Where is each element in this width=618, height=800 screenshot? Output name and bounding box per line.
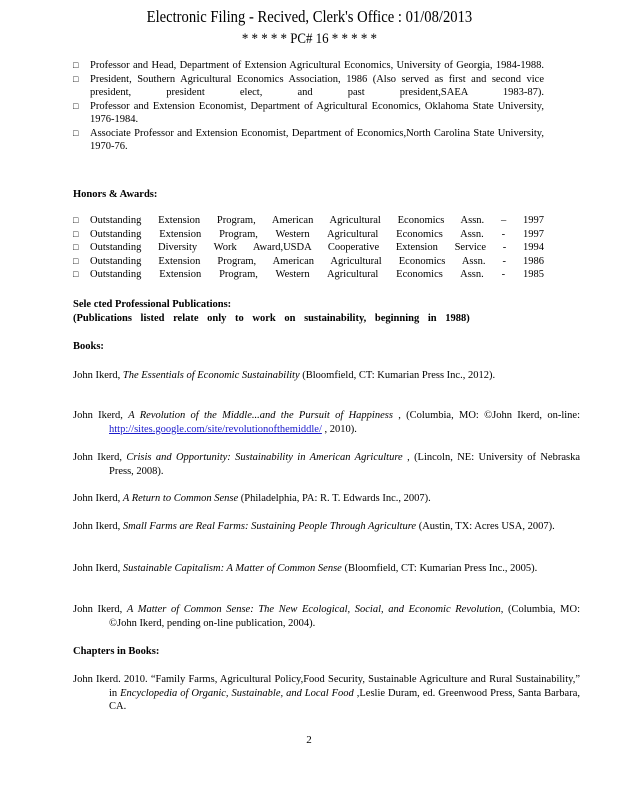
books-heading: Books: bbox=[73, 341, 104, 352]
list-item: □ Outstanding Diversity Work Award,USDA Cooperative Extension Service - 1994 bbox=[73, 242, 544, 253]
positions-list bbox=[0, 59, 618, 154]
publications-heading: Sele cted Professional Publications: bbox=[73, 299, 232, 310]
bullet-icon: □ bbox=[73, 215, 79, 225]
book-entry: John Ikerd, The Essentials of Economic Sustainability (Bloomfield, CT: Kumarian Press Inc., 2012). bbox=[73, 370, 496, 381]
list-item: □ Associate Professor and Extension Economist, Department of Economics,North Carolina State University, 1970-76. bbox=[73, 127, 544, 152]
honors-list bbox=[0, 214, 618, 282]
list-item: □ Outstanding Extension Program, Western Agricultural Economics Assn. - 1997 bbox=[73, 228, 544, 240]
bullet-icon: □ bbox=[73, 100, 79, 111]
list-item: □ Outstanding Extension Program, American Agricultural Economics Assn. - 1986 bbox=[73, 255, 544, 267]
chapter-entry: John Ikerd. 2010. “Family Farms, Agricultural Policy,Food Security, Sustainable Agriculture and Rural Sustainability,” in Encyclopedia of Organic, Sustainable, and Local Food ,Leslie Duram, ed. Greenwood Press, Santa Barbara, CA. bbox=[73, 674, 581, 712]
bullet-icon: □ bbox=[73, 228, 79, 239]
book-entry: John Ikerd, A Return to Common Sense (Philadelphia, PA: R. T. Edwards Inc., 2007). bbox=[73, 493, 431, 504]
book-entry: John Ikerd, Small Farms are Real Farms: Sustaining People Through Agriculture (Austin, TX: Acres USA, 2007). bbox=[73, 521, 555, 532]
bullet-icon: □ bbox=[73, 73, 79, 84]
publications-note: (Publications listed relate only to work on sustainability, beginning in 1988) bbox=[73, 313, 470, 324]
bullet-icon: □ bbox=[73, 269, 79, 279]
list-item: □ Outstanding Extension Program, American Agricultural Economics Assn. – 1997 bbox=[73, 215, 544, 226]
bullet-icon: □ bbox=[73, 127, 79, 138]
list-item: □ Professor and Head, Department of Extension Agricultural Economics, University of Georgia, 1984-1988. bbox=[73, 60, 544, 71]
pc-number-header: * * * * * PC# 16 * * * * * bbox=[241, 31, 377, 47]
bullet-icon: □ bbox=[73, 255, 79, 266]
book-entry: John Ikerd, Sustainable Capitalism: A Matter of Common Sense (Bloomfield, CT: Kumarian Press Inc., 2005). bbox=[73, 563, 538, 574]
bullet-icon: □ bbox=[73, 242, 79, 252]
book-entry: John Ikerd, Crisis and Opportunity: Sustainability in American Agriculture , (Lincoln, NE: University of Nebraska Press, 2008). bbox=[73, 452, 580, 477]
filing-header: Electronic Filing - Recived, Clerk's Office : 01/08/2013 bbox=[146, 7, 473, 26]
page-number: 2 bbox=[306, 734, 312, 746]
book-link[interactable]: http://sites.google.com/site/revolutionofthemiddle/ bbox=[109, 423, 322, 435]
honors-heading: Honors & Awards: bbox=[73, 189, 158, 200]
book-entry: John Ikerd, A Matter of Common Sense: The New Ecological, Social, and Economic Revolution, (Columbia, MO: ©John Ikerd, pending on-line publication, 2004). bbox=[73, 604, 580, 629]
bullet-icon: □ bbox=[73, 60, 79, 70]
list-item: □ Outstanding Extension Program, Western Agricultural Economics Assn. - 1985 bbox=[73, 269, 544, 280]
chapters-heading: Chapters in Books: bbox=[73, 646, 160, 657]
book-entry: John Ikerd, A Revolution of the Middle...and the Pursuit of Happiness , (Columbia, MO: ©John Ikerd, on-line: http://sites.google.com/site/revolutionofthemiddle/ , 2010). bbox=[73, 410, 580, 435]
list-item: □ President, Southern Agricultural Economics Association, 1986 (Also served as first and second vice president, president elect, and past president,SAEA 1983-87). bbox=[73, 73, 544, 98]
list-item: □ Professor and Extension Economist, Department of Agricultural Economics, Oklahoma State University, 1976-1984. bbox=[73, 100, 544, 125]
